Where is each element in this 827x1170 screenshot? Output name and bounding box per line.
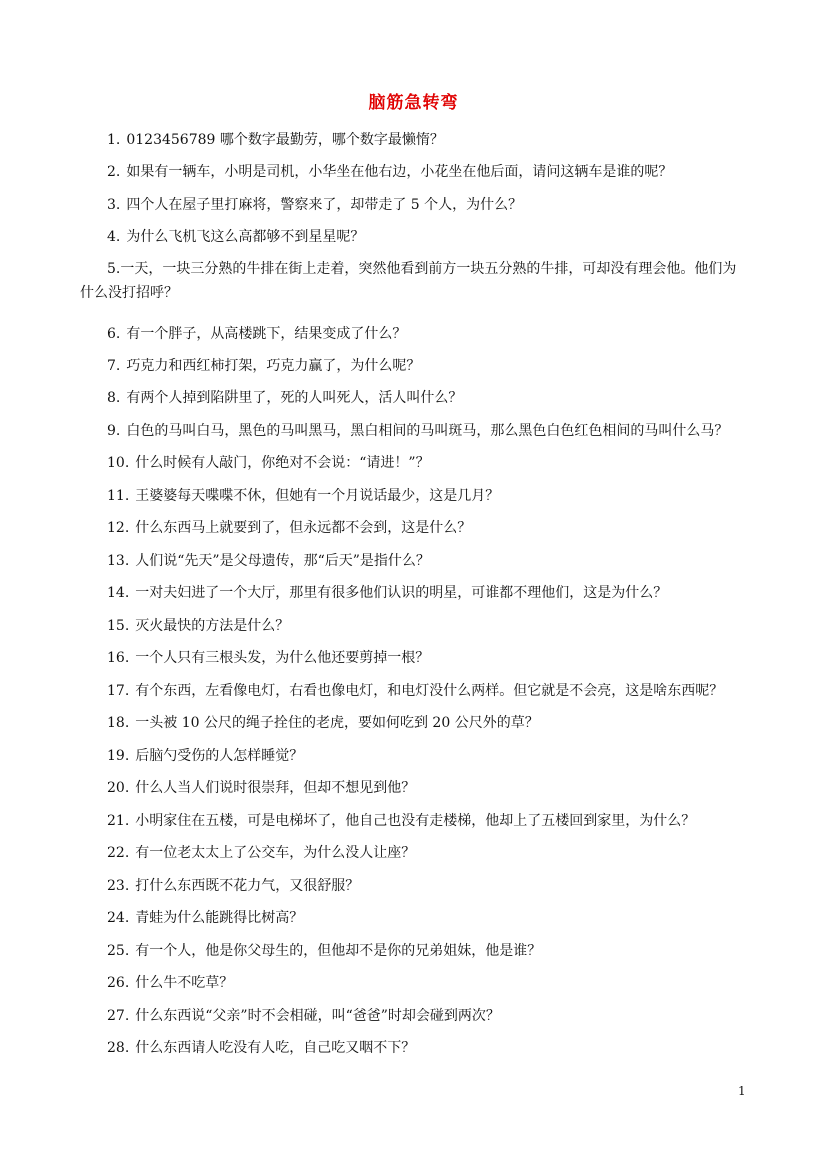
question-number: 9. [107, 423, 121, 439]
question-number: 12. [107, 520, 130, 536]
question-text: 人们说“先天”是父母遗传，那“后天”是指什么？ [135, 553, 430, 569]
question-text: 王婆婆每天喋喋不休，但她有一个月说话最少，这是几月？ [135, 488, 500, 504]
question-item [80, 1004, 750, 1028]
question-number: 10. [107, 455, 130, 471]
question-item [80, 874, 750, 898]
question-item [80, 484, 750, 508]
question-item [80, 939, 750, 963]
question-item [80, 679, 750, 703]
question-text: 一个人只有三根头发，为什么他还要剪掉一根？ [135, 650, 430, 666]
question-text: 巧克力和西红柿打架，巧克力赢了，为什么呢？ [126, 358, 421, 374]
question-number: 25. [107, 943, 130, 959]
question-item [80, 841, 750, 865]
question-number: 5. [107, 261, 121, 277]
question-number: 11. [107, 488, 130, 504]
question-number: 3. [107, 197, 121, 213]
question-number: 13. [107, 553, 130, 569]
page-number: 1 [738, 1084, 746, 1098]
question-item [80, 419, 750, 443]
question-text: 如果有一辆车，小明是司机，小华坐在他右边，小花坐在他后面，请问这辆车是谁的呢？ [126, 164, 673, 180]
question-item [80, 354, 750, 378]
question-text: 青蛙为什么能跳得比树高？ [135, 910, 304, 926]
question-text: 有一个胖子，从高楼跳下，结果变成了什么？ [126, 326, 407, 342]
question-number: 28. [107, 1040, 130, 1056]
question-number: 1. [107, 132, 121, 148]
question-item [80, 451, 750, 475]
question-text: 有一个人，他是你父母生的，但他却不是你的兄弟姐妹，他是谁？ [135, 943, 542, 959]
question-item [80, 549, 750, 573]
question-item [80, 614, 750, 638]
question-item [80, 193, 750, 217]
question-text: 一天，一块三分熟的牛排在街上走着，突然他看到前方一块五分熟的牛排，可却没有理会他。他们为什么没打招呼？ [80, 261, 737, 301]
question-text: 四个人在屋子里打麻将，警察来了，却带走了 5 个人，为什么？ [126, 197, 523, 213]
question-number: 23. [107, 878, 130, 894]
question-item [80, 128, 750, 152]
question-number: 24. [107, 910, 130, 926]
question-number: 14. [107, 585, 130, 601]
question-number: 4. [107, 229, 121, 245]
question-number: 2. [107, 164, 121, 180]
question-text: 什么东西请人吃没有人吃，自己吃又咽不下？ [135, 1040, 416, 1056]
question-text: 有个东西，左看像电灯，右看也像电灯，和电灯没什么两样。但它就是不会亮，这是啥东西呢？ [135, 683, 724, 699]
question-text: 什么东西说“父亲”时不会相碰，叫“爸爸”时却会碰到两次？ [135, 1008, 500, 1024]
question-item [80, 322, 750, 346]
question-text: 什么人当人们说时很崇拜，但却不想见到他？ [135, 780, 416, 796]
question-number: 7. [107, 358, 121, 374]
question-number: 18. [107, 715, 130, 731]
question-item [80, 971, 750, 995]
question-number: 21. [107, 813, 130, 829]
question-text: 打什么东西既不花力气，又很舒服？ [135, 878, 360, 894]
question-item [80, 257, 750, 305]
question-number: 6. [107, 326, 121, 342]
question-item [80, 225, 750, 249]
question-number: 26. [107, 975, 130, 991]
question-item [80, 386, 750, 410]
question-number: 15. [107, 618, 130, 634]
question-text: 小明家住在五楼，可是电梯坏了，他自己也没有走楼梯，他却上了五楼回到家里，为什么？ [135, 813, 696, 829]
question-item [80, 1036, 750, 1060]
question-item [80, 581, 750, 605]
question-text: 什么牛不吃草？ [135, 975, 234, 991]
question-text: 有两个人掉到陷阱里了，死的人叫死人，活人叫什么？ [126, 390, 463, 406]
question-number: 8. [107, 390, 121, 406]
question-number: 27. [107, 1008, 130, 1024]
question-text: 0123456789 哪个数字最勤劳，哪个数字最懒惰？ [126, 132, 444, 148]
question-item [80, 160, 750, 184]
question-text: 后脑勺受伤的人怎样睡觉？ [135, 748, 304, 764]
question-text: 一对夫妇进了一个大厅，那里有很多他们认识的明星，可谁都不理他们，这是为什么？ [135, 585, 668, 601]
question-text: 灭火最快的方法是什么？ [135, 618, 290, 634]
question-text: 一头被 10 公尺的绳子拴住的老虎，要如何吃到 20 公尺外的草？ [135, 715, 539, 731]
question-text: 什么时候有人敲门，你绝对不会说：“请进！”？ [135, 455, 430, 471]
question-item [80, 906, 750, 930]
question-number: 17. [107, 683, 130, 699]
question-text: 为什么飞机飞这么高都够不到星星呢？ [126, 229, 365, 245]
question-text: 有一位老太太上了公交车，为什么没人让座？ [135, 845, 416, 861]
question-item [80, 776, 750, 800]
question-number: 19. [107, 748, 130, 764]
question-item [80, 646, 750, 670]
question-text: 什么东西马上就要到了，但永远都不会到，这是什么？ [135, 520, 472, 536]
question-item [80, 744, 750, 768]
question-item [80, 711, 750, 735]
question-number: 22. [107, 845, 130, 861]
question-item [80, 809, 750, 833]
question-item [80, 516, 750, 540]
question-number: 20. [107, 780, 130, 796]
page-title: 脑筋急转弯 [368, 93, 459, 113]
question-number: 16. [107, 650, 130, 666]
question-text: 白色的马叫白马，黑色的马叫黑马，黑白相间的马叫斑马，那么黑色白色红色相间的马叫什么马？ [126, 423, 729, 439]
